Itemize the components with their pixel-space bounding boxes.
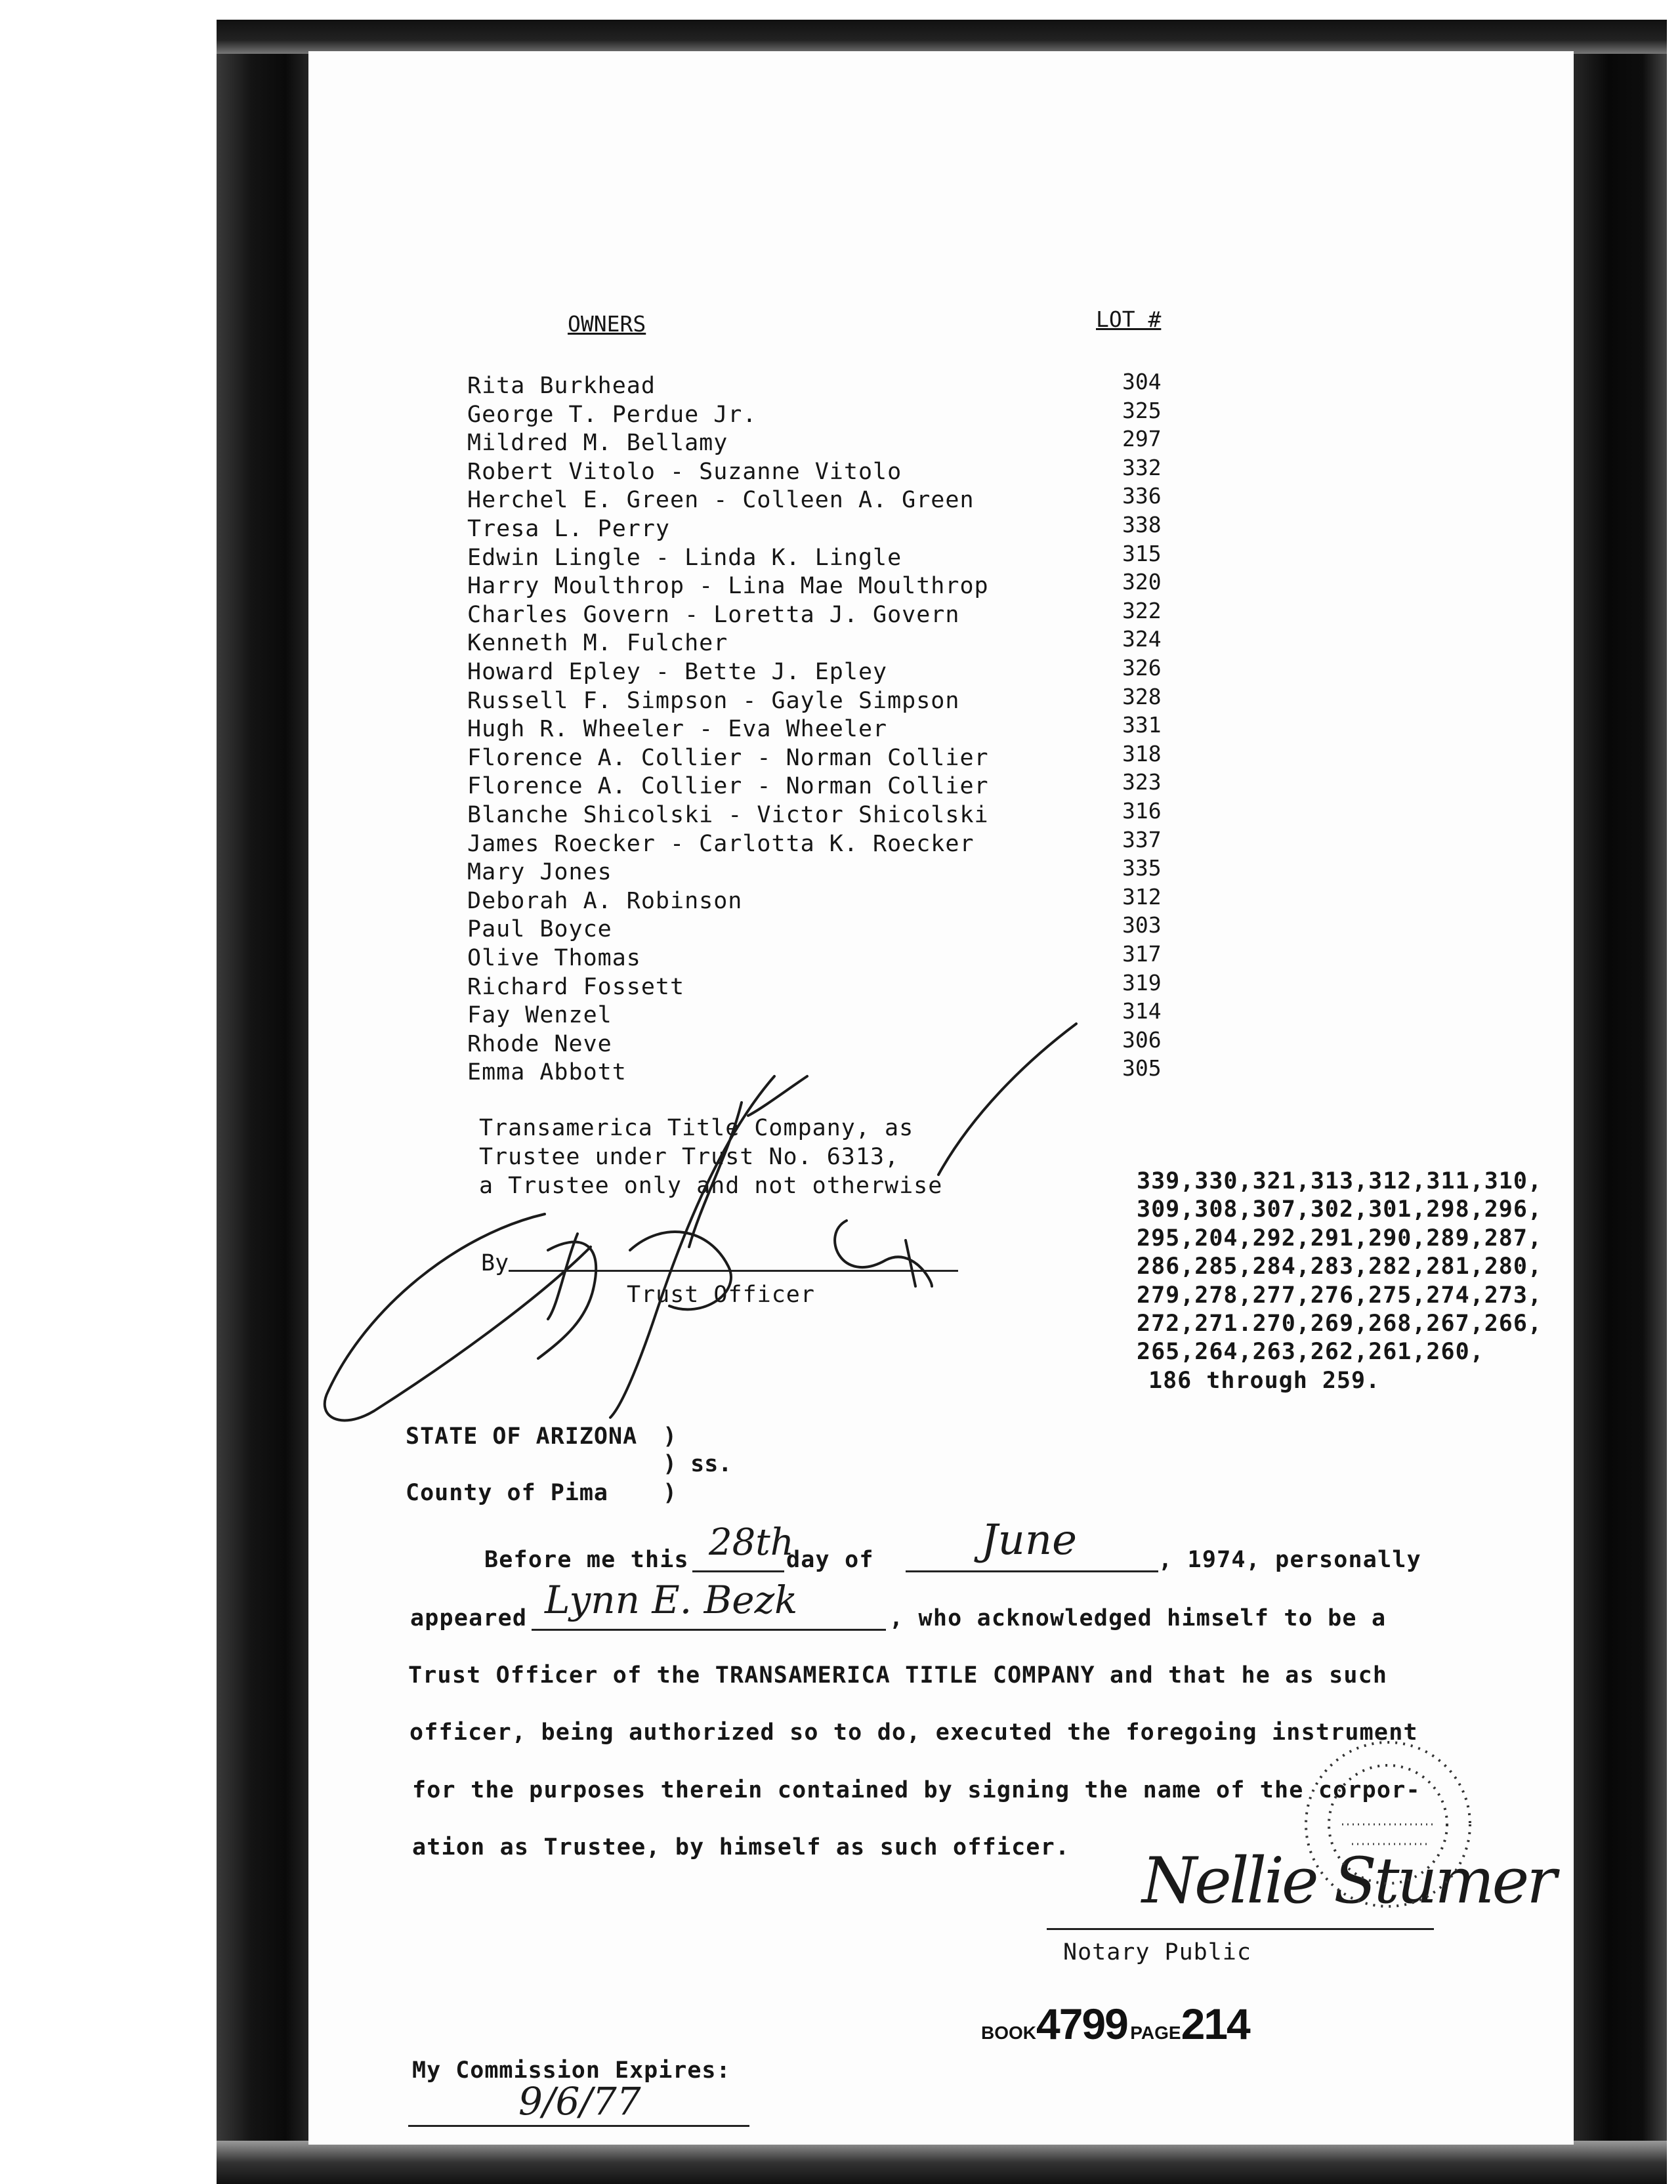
owner-lot: 297 [1122, 426, 1162, 452]
owner-lot: 318 [1122, 741, 1162, 766]
ack-before: Before me this [484, 1547, 689, 1573]
trustee-lot-row: 265,264,263,262,261,260, [1137, 1339, 1484, 1365]
owner-name: Hugh R. Wheeler - Eva Wheeler [467, 716, 888, 742]
trustee-line-1: Transamerica Title Company, as [479, 1115, 914, 1141]
trust-officer-label: Trust Officer [627, 1282, 815, 1308]
owner-name: Florence A. Collier - Norman Collier [467, 745, 989, 771]
owner-name: Harry Moulthrop - Lina Mae Moulthrop [467, 573, 989, 599]
owner-name: Herchel E. Green - Colleen A. Green [467, 487, 975, 513]
owner-name: George T. Perdue Jr. [467, 402, 757, 428]
ack-appeared: appeared [410, 1605, 528, 1631]
owner-lot: 331 [1122, 712, 1162, 738]
page-number: 214 [1181, 2000, 1250, 2048]
trustee-lot-row: 279,278,277,276,275,274,273, [1137, 1282, 1543, 1309]
trustee-lot-row: 186 through 259. [1148, 1368, 1381, 1394]
owner-lot: 323 [1122, 769, 1162, 795]
trustee-lot-row: 295,204,292,291,290,289,287, [1137, 1225, 1543, 1251]
owner-lot: 336 [1122, 483, 1162, 509]
owner-name: Paul Boyce [467, 916, 612, 942]
ack-appeared-tail: , who acknowledged himself to be a [889, 1605, 1387, 1631]
owner-name: Mary Jones [467, 859, 612, 885]
owner-lot: 322 [1122, 598, 1162, 623]
commission-label: My Commission Expires: [412, 2057, 731, 2084]
owner-name: Charles Govern - Loretta J. Govern [467, 602, 960, 628]
by-label: By [481, 1250, 509, 1276]
owner-lot: 335 [1122, 855, 1162, 881]
owner-name: Mildred M. Bellamy [467, 430, 728, 456]
owner-lot: 332 [1122, 455, 1162, 480]
owner-lot: 326 [1122, 655, 1162, 681]
ack-year: , 1974, personally [1158, 1547, 1421, 1573]
owner-name: Edwin Lingle - Linda K. Lingle [467, 545, 902, 571]
owner-name: Olive Thomas [467, 945, 641, 971]
owner-name: Rhode Neve [467, 1031, 612, 1057]
owner-lot: 312 [1122, 884, 1162, 910]
state-label: STATE OF ARIZONA [406, 1423, 638, 1450]
ack-line-4: officer, being authorized so to do, executed the foregoing instrument [410, 1719, 1418, 1746]
notary-public-label: Notary Public [1063, 1939, 1251, 1965]
owner-lot: 328 [1122, 684, 1162, 709]
owner-lot: 338 [1122, 512, 1162, 537]
owner-name: Tresa L. Perry [467, 516, 671, 542]
owner-lot: 320 [1122, 569, 1162, 595]
appeared-handwritten: Lynn E. Bezk [545, 1578, 798, 1622]
book-number: 4799 [1036, 2000, 1127, 2048]
owner-lot: 314 [1122, 998, 1162, 1024]
owner-name: Kenneth M. Fulcher [467, 630, 728, 656]
owner-name: Howard Epley - Bette J. Epley [467, 659, 888, 685]
owner-lot: 304 [1122, 369, 1162, 394]
trustee-line-3: a Trustee only and not otherwise [479, 1173, 943, 1199]
ss-label: ) ss. [663, 1451, 732, 1477]
owner-lot: 316 [1122, 798, 1162, 824]
book-label: BOOK [981, 2023, 1036, 2043]
day-handwritten: 28th [709, 1521, 794, 1564]
owner-name: Deborah A. Robinson [467, 888, 743, 914]
ack-line-3: Trust Officer of the TRANSAMERICA TITLE COMPANY and that he as such [408, 1662, 1388, 1689]
owner-lot: 305 [1122, 1055, 1162, 1081]
owner-name: Fay Wenzel [467, 1002, 612, 1028]
owner-name: Richard Fossett [467, 974, 685, 1000]
notary-signature: Nellie Stumer [1142, 1844, 1555, 1918]
owner-name: Emma Abbott [467, 1059, 627, 1085]
owner-lot: 315 [1122, 541, 1162, 566]
trustee-line-2: Trustee under Trust No. 6313, [479, 1144, 900, 1170]
owner-name: Florence A. Collier - Norman Collier [467, 773, 989, 799]
owner-lot: 306 [1122, 1027, 1162, 1053]
county-paren: ) [663, 1480, 677, 1506]
month-handwritten: June [981, 1516, 1077, 1564]
ack-day-of: day of [786, 1547, 874, 1573]
state-paren: ) [663, 1423, 677, 1450]
owner-name: James Roecker - Carlotta K. Roecker [467, 831, 975, 857]
county-label: County of Pima [406, 1480, 609, 1506]
owner-name: Russell F. Simpson - Gayle Simpson [467, 688, 960, 714]
ack-line-6: ation as Trustee, by himself as such officer. [412, 1834, 1070, 1860]
owner-lot: 324 [1122, 626, 1162, 652]
owner-lot: 319 [1122, 970, 1162, 996]
owner-lot: 303 [1122, 912, 1162, 938]
ack-line-5: for the purposes therein contained by signing the name of the corpor- [412, 1777, 1421, 1803]
owners-header: OWNERS [568, 311, 646, 337]
trustee-lot-row: 309,308,307,302,301,298,296, [1137, 1196, 1543, 1223]
trustee-lot-row: 339,330,321,313,312,311,310, [1137, 1168, 1543, 1194]
lot-header: LOT # [1096, 306, 1162, 332]
commission-date-handwritten: 9/6/77 [518, 2079, 641, 2124]
owner-lot: 325 [1122, 398, 1162, 423]
trustee-lot-row: 286,285,284,283,282,281,280, [1137, 1253, 1543, 1280]
owner-name: Blanche Shicolski - Victor Shicolski [467, 802, 989, 828]
trustee-lot-row: 272,271.270,269,268,267,266, [1137, 1311, 1543, 1337]
owner-name: Rita Burkhead [467, 373, 656, 399]
owner-name: Robert Vitolo - Suzanne Vitolo [467, 459, 902, 485]
owner-lot: 337 [1122, 827, 1162, 852]
page-label: PAGE [1130, 2023, 1181, 2043]
owner-lot: 317 [1122, 941, 1162, 967]
